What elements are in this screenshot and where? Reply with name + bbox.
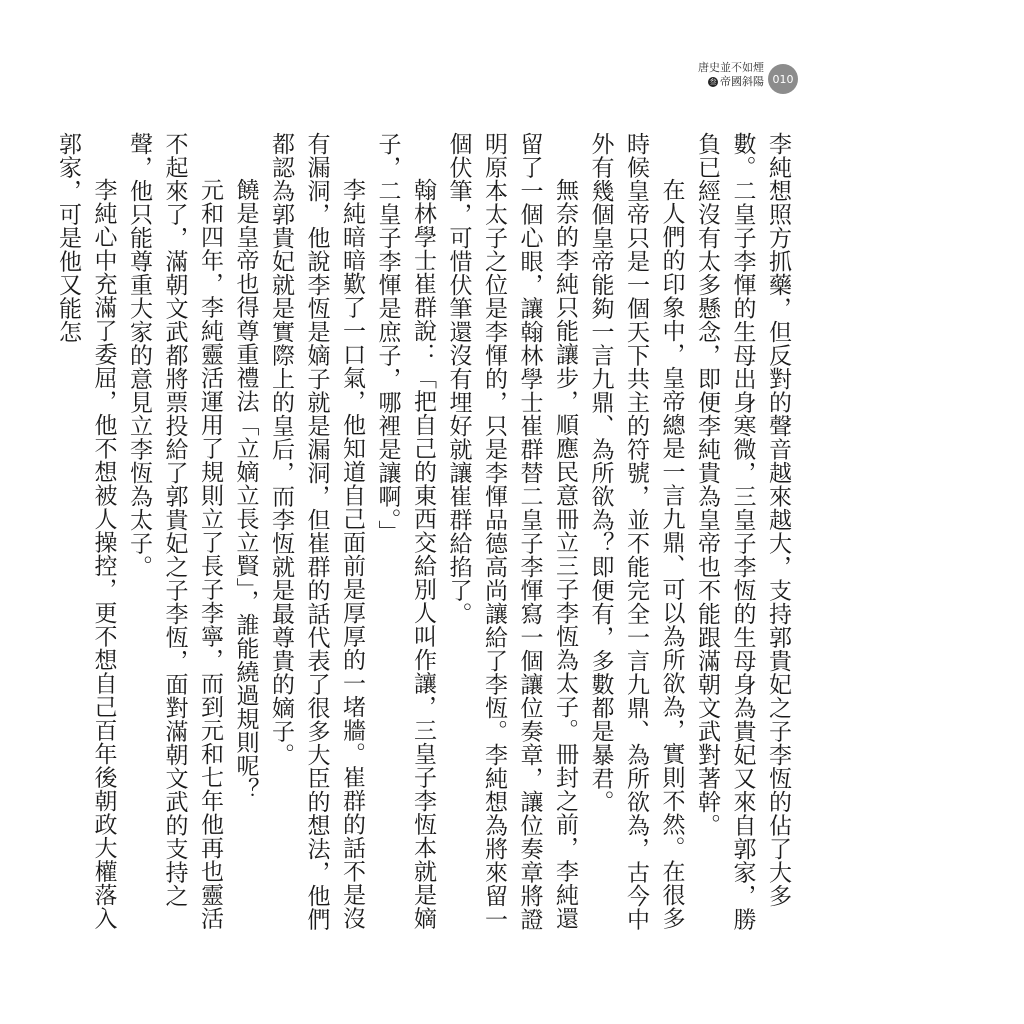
seal-icon: 叁 bbox=[709, 78, 717, 86]
header-subtitle-text: 帝國斜陽 bbox=[720, 75, 764, 88]
paragraph: 饒是皇帝也得尊重禮法「立嫡立長立賢」，誰能繞過規則呢？ bbox=[232, 178, 259, 801]
header-book-title: 唐史並不如煙 bbox=[698, 61, 764, 74]
running-header bbox=[698, 61, 798, 98]
header-subtitle bbox=[708, 76, 764, 88]
paragraph: 在人們的印象中，皇帝總是一言九鼎、可以為所欲為，實則不然。在很多時候皇帝只是一個天下共主的符號，並不能完全一言九鼎、為所欲為，古今中外有幾個皇帝能夠一言九鼎、為所欲為？即便有，多數都是暴君。 bbox=[587, 132, 685, 931]
paragraph: 李純想照方抓藥，但反對的聲音越來越大，支持郭貴妃之子李恆的佔了大多數。二皇子李惲的生母出身寒微，三皇子李恆的生母身為貴妃又來自郭家，勝負已經沒有太多懸念，即便李純貴為皇帝也不能跟滿朝文武對著幹。 bbox=[694, 132, 791, 931]
page-number: 010 bbox=[768, 64, 798, 94]
paragraph: 翰林學士崔群說：「把自己的東西交給別人叫作讓，三皇子李恆本就是嫡子，二皇子李惲是庶子，哪裡是讓啊。」 bbox=[374, 132, 436, 930]
paragraph: 李純暗暗歎了一口氣，他知道自己面前是厚厚的一堵牆。崔群的話不是沒有漏洞，他說李恆是嫡子就是漏洞，但崔群的話代表了很多大臣的想法，他們都認為郭貴妃就是實際上的皇后，而李恆就是最尊貴的嫡子。 bbox=[268, 132, 365, 931]
paragraph: 李純心中充滿了委屈，他不想被人操控，更不想自己百年後朝政大權落入郭家，可是他又能怎 bbox=[55, 132, 117, 930]
paragraph: 無奈的李純只能讓步，順應民意冊立三子李恆為太子。冊封之前，李純還留了一個心眼，讓翰林學士崔群替二皇子李惲寫一個讓位奏章，讓位奏章將證明原本太子之位是李惲的，只是李惲品德高尚讓給了李恆。李純想為將來留一個伏筆，可惜伏筆還沒有埋好就讓崔群給掐了。 bbox=[445, 132, 578, 931]
main-text bbox=[55, 132, 795, 932]
paragraph: 元和四年，李純靈活運用了規則立了長子李寧，而到元和七年他再也靈活不起來了，滿朝文武都將票投給了郭貴妃之子李恆，面對滿朝文武的支持之聲，他只能尊重大家的意見立李恆為太子。 bbox=[126, 132, 223, 930]
